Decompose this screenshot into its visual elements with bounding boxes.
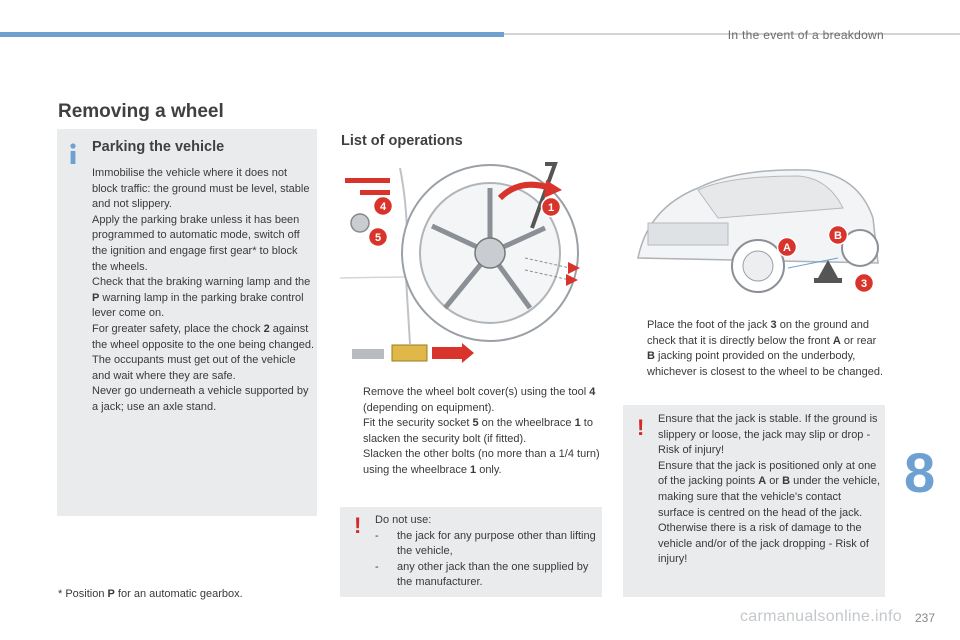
callout-a [776, 236, 798, 258]
info-paragraph: Apply the parking brake unless it has been programmed to automatic mode, switch off the ignition and engage first gear* to block the wheels. [92, 213, 300, 273]
svg-text:3: 3 [860, 278, 868, 290]
info-paragraph: For greater safety, place the chock 2 against the wheel opposite to the one being changed. [92, 322, 315, 351]
warning-paragraph: Ensure that the jack is positioned only at one of the jacking points A or B under the vehicle, making sure that the vehicle's contact surface is centred on the head of the jack. Otherwise there is a risk of damage to the vehicle and/or of the jack dropping - Risk of injury! [658, 459, 880, 566]
list-item: Fit the security socket 5 on the wheelbrace 1 to slacken the security bolt (if fitted). [363, 417, 593, 445]
callout-5 [367, 226, 389, 248]
warning-paragraph: Ensure that the jack is stable. If the ground is slippery or loose, the jack may slip or drop - Risk of injury! [658, 413, 878, 457]
operations-title: List of operations [341, 133, 463, 149]
list-item: - any other jack than the one supplied by the manufacturer. [375, 560, 589, 589]
info-paragraph: The occupants must get out of the vehicle and wait where they are safe. [92, 354, 296, 382]
bolt-cover-tool-illustration [352, 337, 474, 369]
watermark: carmanualsonline.info [740, 608, 902, 625]
svg-text:A: A [783, 242, 791, 254]
list-item: Slacken the other bolts (no more than a 1/4 turn) using the wheelbrace 1 only. [363, 448, 600, 476]
info-paragraph: Never go underneath a vehicle supported by a jack; use an axle stand. [92, 385, 309, 413]
callout-4 [372, 195, 394, 217]
car-jacking-illustration [628, 148, 890, 308]
callout-1 [540, 196, 562, 218]
warning-icon: ! [354, 513, 362, 538]
svg-text:B: B [834, 230, 842, 242]
footnote: * Position P for an automatic gearbox. [58, 588, 243, 600]
page-title: Removing a wheel [58, 101, 224, 122]
operations-list [343, 385, 601, 479]
info-panel-title: Parking the vehicle [92, 139, 225, 155]
list-item: Remove the wheel bolt cover(s) using the tool 4 (depending on equipment). [363, 386, 596, 414]
wheel-bolt-illustration [340, 158, 602, 344]
warning-lead: Do not use: [375, 514, 432, 526]
warning-box-jack-stability [623, 405, 885, 597]
info-icon [66, 143, 80, 165]
svg-text:1: 1 [547, 202, 555, 214]
callout-3 [853, 272, 875, 294]
svg-text:5: 5 [374, 232, 382, 244]
info-paragraph: Check that the braking warning lamp and the P warning lamp in the parking brake control lever come on. [92, 276, 311, 320]
warning-box-jack-use [340, 507, 602, 597]
list-item: Place the foot of the jack 3 on the ground and check that it is directly below the front A or rear B jacking point provided on the underbody, whichever is closest to the wheel to be changed. [647, 319, 884, 378]
callout-b [827, 224, 849, 246]
list-item: - the jack for any purpose other than lifting the vehicle, [375, 529, 596, 558]
warning-icon: ! [637, 415, 645, 440]
section-header: In the event of a breakdown [727, 28, 884, 42]
info-panel-text [92, 166, 314, 416]
info-panel [57, 129, 317, 516]
chapter-number: 8 [904, 441, 936, 504]
svg-text:4: 4 [379, 201, 387, 213]
page-number: 237 [915, 611, 936, 625]
jack-instruction-list [627, 318, 885, 380]
header-accent-bar [0, 32, 504, 37]
info-paragraph: Immobilise the vehicle where it does not block traffic: the ground must be level, stable and not slippery. [92, 167, 310, 211]
